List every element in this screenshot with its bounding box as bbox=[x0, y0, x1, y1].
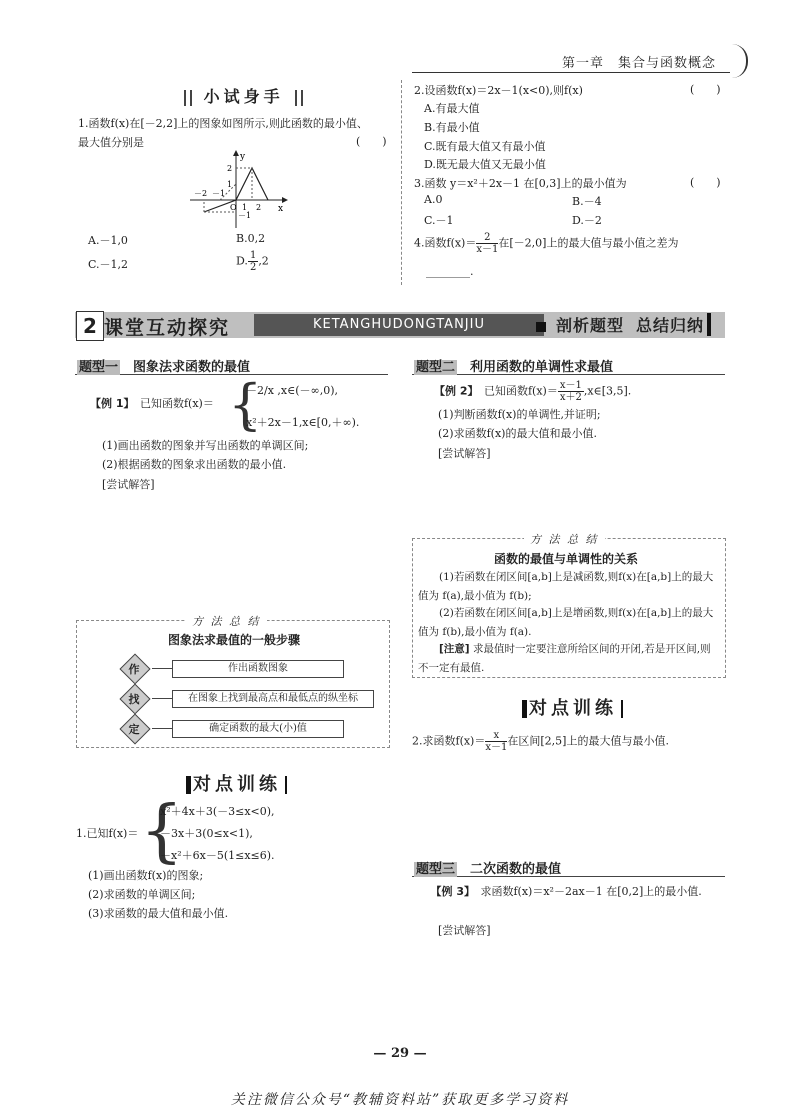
answer-paren: ( ) bbox=[690, 176, 721, 189]
flow-step: 在图象上找到最高点和最低点的纵坐标 bbox=[172, 690, 374, 708]
method-heading: 图象法求最值的一般步骤 bbox=[168, 633, 301, 647]
option: B.有最小值 bbox=[424, 121, 480, 134]
trial-section-title: 小试身手 bbox=[182, 84, 305, 107]
flow-arrow bbox=[152, 728, 172, 729]
answer-blank: ________. bbox=[426, 265, 474, 278]
flow-step: 作出函数图象 bbox=[172, 660, 344, 678]
option: A.有最大值 bbox=[424, 102, 480, 115]
graph-tick: －1 bbox=[212, 189, 226, 198]
section-square bbox=[536, 322, 546, 332]
function-graph bbox=[190, 150, 290, 230]
flow-node-label: 找 bbox=[128, 693, 140, 706]
type1-heading: 题型一 图象法求函数的最值 bbox=[79, 360, 251, 375]
flow-step: 确定函数的最大(小)值 bbox=[172, 720, 344, 738]
section-subtitle-1: 剖析题型 bbox=[556, 316, 625, 335]
practice-1-case: x²＋4x＋3(－3≤x<0), bbox=[160, 805, 275, 818]
section-pinyin: KETANGHUDONGTANJIU bbox=[254, 314, 544, 336]
trial-question-1: 1.函数f(x)在[－2,2]上的图象如图所示,则此函数的最小值、最大值分别是 bbox=[78, 117, 368, 149]
method-summary-title: 方 法 总 结 bbox=[524, 531, 605, 547]
practice-1-case: －3x＋3(0≤x<1), bbox=[160, 827, 253, 840]
drill-heading: 对点训练 bbox=[186, 770, 287, 796]
graph-tick: －1 bbox=[238, 211, 252, 220]
graph-tick: 2 bbox=[227, 164, 233, 173]
flow-node-label: 定 bbox=[128, 723, 140, 736]
graph-tick: O bbox=[230, 203, 237, 212]
option: D.既无最大值又无最小值 bbox=[424, 158, 546, 171]
header-bracket bbox=[732, 44, 748, 78]
page-number: — 29 — bbox=[373, 1046, 427, 1061]
method-rule: (1)若函数在闭区间[a,b]上是减函数,则f(x)在[a,b]上的最大值为 f(a),最小值为 f(b); bbox=[418, 571, 714, 602]
practice-1-question: (2)求函数的单调区间; bbox=[88, 888, 196, 901]
flow-arrow bbox=[152, 698, 172, 699]
graph-x-label: x bbox=[278, 204, 284, 214]
graph-tick: －2 bbox=[194, 189, 208, 198]
flow-arrow bbox=[152, 668, 172, 669]
option: C.既有最大值又有最小值 bbox=[424, 140, 546, 153]
option: D.－2 bbox=[572, 214, 602, 227]
trial-question-2: 2.设函数f(x)＝2x－1(x<0),则f(x) bbox=[414, 84, 583, 97]
trial-question-4: 4.函数f(x)＝ $\frac{2}{x-1}$在[－2,0]上的最大值与最小值之差为 bbox=[414, 232, 679, 255]
example-1-case: －2/x ,x∈(－∞,0), bbox=[246, 384, 338, 397]
type3-heading: 题型三 二次函数的最值 bbox=[416, 862, 562, 877]
column-divider bbox=[401, 80, 402, 285]
type2-heading: 题型二 利用函数的单调性求最值 bbox=[416, 360, 614, 375]
section-number: 2 bbox=[76, 311, 104, 341]
try-answer-label: [尝试解答] bbox=[438, 447, 491, 460]
option: B.0,2 bbox=[236, 232, 266, 245]
example-2-question: (2)求函数f(x)的最大值和最小值. bbox=[438, 427, 597, 440]
try-answer-label: [尝试解答] bbox=[438, 924, 491, 937]
example-2-question: (1)判断函数f(x)的单调性,并证明; bbox=[438, 408, 601, 421]
option: B.－4 bbox=[572, 195, 602, 208]
practice-2: 2.求函数f(x)＝ $\frac{x}{x-1}$在区间[2,5]上的最大值与最小值. bbox=[412, 730, 669, 753]
practice-1-question: (1)画出函数f(x)的图象; bbox=[88, 869, 204, 882]
option: C.－1 bbox=[424, 214, 454, 227]
option: A.－1,0 bbox=[88, 234, 128, 247]
brace: { bbox=[228, 373, 263, 436]
method-note: [注意] 求最值时一定要注意所给区间的开闭,若是开区间,则不一定有最值. bbox=[418, 643, 711, 674]
method-heading: 函数的最值与单调性的关系 bbox=[494, 552, 639, 566]
footer-note: 关注微信公众号“教辅资料站”获取更多学习资料 bbox=[230, 1092, 570, 1108]
header-rule bbox=[412, 72, 730, 73]
option: D. $\frac{1}{2},2$ bbox=[236, 250, 269, 273]
option: C.－1,2 bbox=[88, 258, 129, 271]
example-1-label: 【例 1】 已知函数f(x)＝ bbox=[90, 397, 214, 410]
example-1-case: x²＋2x－1,x∈[0,＋∞). bbox=[246, 416, 360, 429]
graph-y-label: y bbox=[240, 152, 246, 162]
trial-question-3: 3.函数 y＝x²＋2x－1 在[0,3]上的最小值为 bbox=[414, 177, 627, 190]
graph-tick: 2 bbox=[256, 203, 262, 212]
graph-tick: 1 bbox=[242, 203, 248, 212]
chapter-title: 第一章 集合与函数概念 bbox=[561, 56, 716, 71]
example-2: 【例 2】 已知函数f(x)＝ $\frac{x-1}{x+2},x\in[3,5]$. bbox=[434, 380, 632, 403]
practice-1-case: －x²＋6x－5(1≤x≤6). bbox=[160, 849, 275, 862]
drill-heading: 对点训练 bbox=[522, 694, 623, 720]
method-summary-title: 方 法 总 结 bbox=[186, 613, 267, 629]
practice-1-intro: 1.已知f(x)＝ bbox=[76, 827, 139, 840]
try-answer-label: [尝试解答] bbox=[102, 478, 155, 491]
practice-1-question: (3)求函数的最大值和最小值. bbox=[88, 907, 229, 920]
example-3: 【例 3】 求函数f(x)＝x²－2ax－1 在[0,2]上的最小值. bbox=[430, 885, 702, 898]
option: A.0 bbox=[424, 193, 443, 206]
example-1-question: (2)根据函数的图象求出函数的最小值. bbox=[102, 458, 287, 471]
section-title: 课堂互动探究 bbox=[104, 317, 231, 339]
flow-node-label: 作 bbox=[128, 663, 140, 676]
graph-tick: 1 bbox=[227, 180, 233, 189]
example-1-question: (1)画出函数的图象并写出函数的单调区间; bbox=[102, 439, 309, 452]
answer-paren: ( ) bbox=[356, 135, 387, 148]
answer-paren: ( ) bbox=[690, 83, 721, 96]
section-subtitle-2: 总结归纳 bbox=[636, 313, 711, 336]
method-rule: (2)若函数在闭区间[a,b]上是增函数,则f(x)在[a,b]上的最大值为 f(b),最小值为 f(a). bbox=[418, 607, 714, 638]
brace: { bbox=[140, 792, 184, 871]
